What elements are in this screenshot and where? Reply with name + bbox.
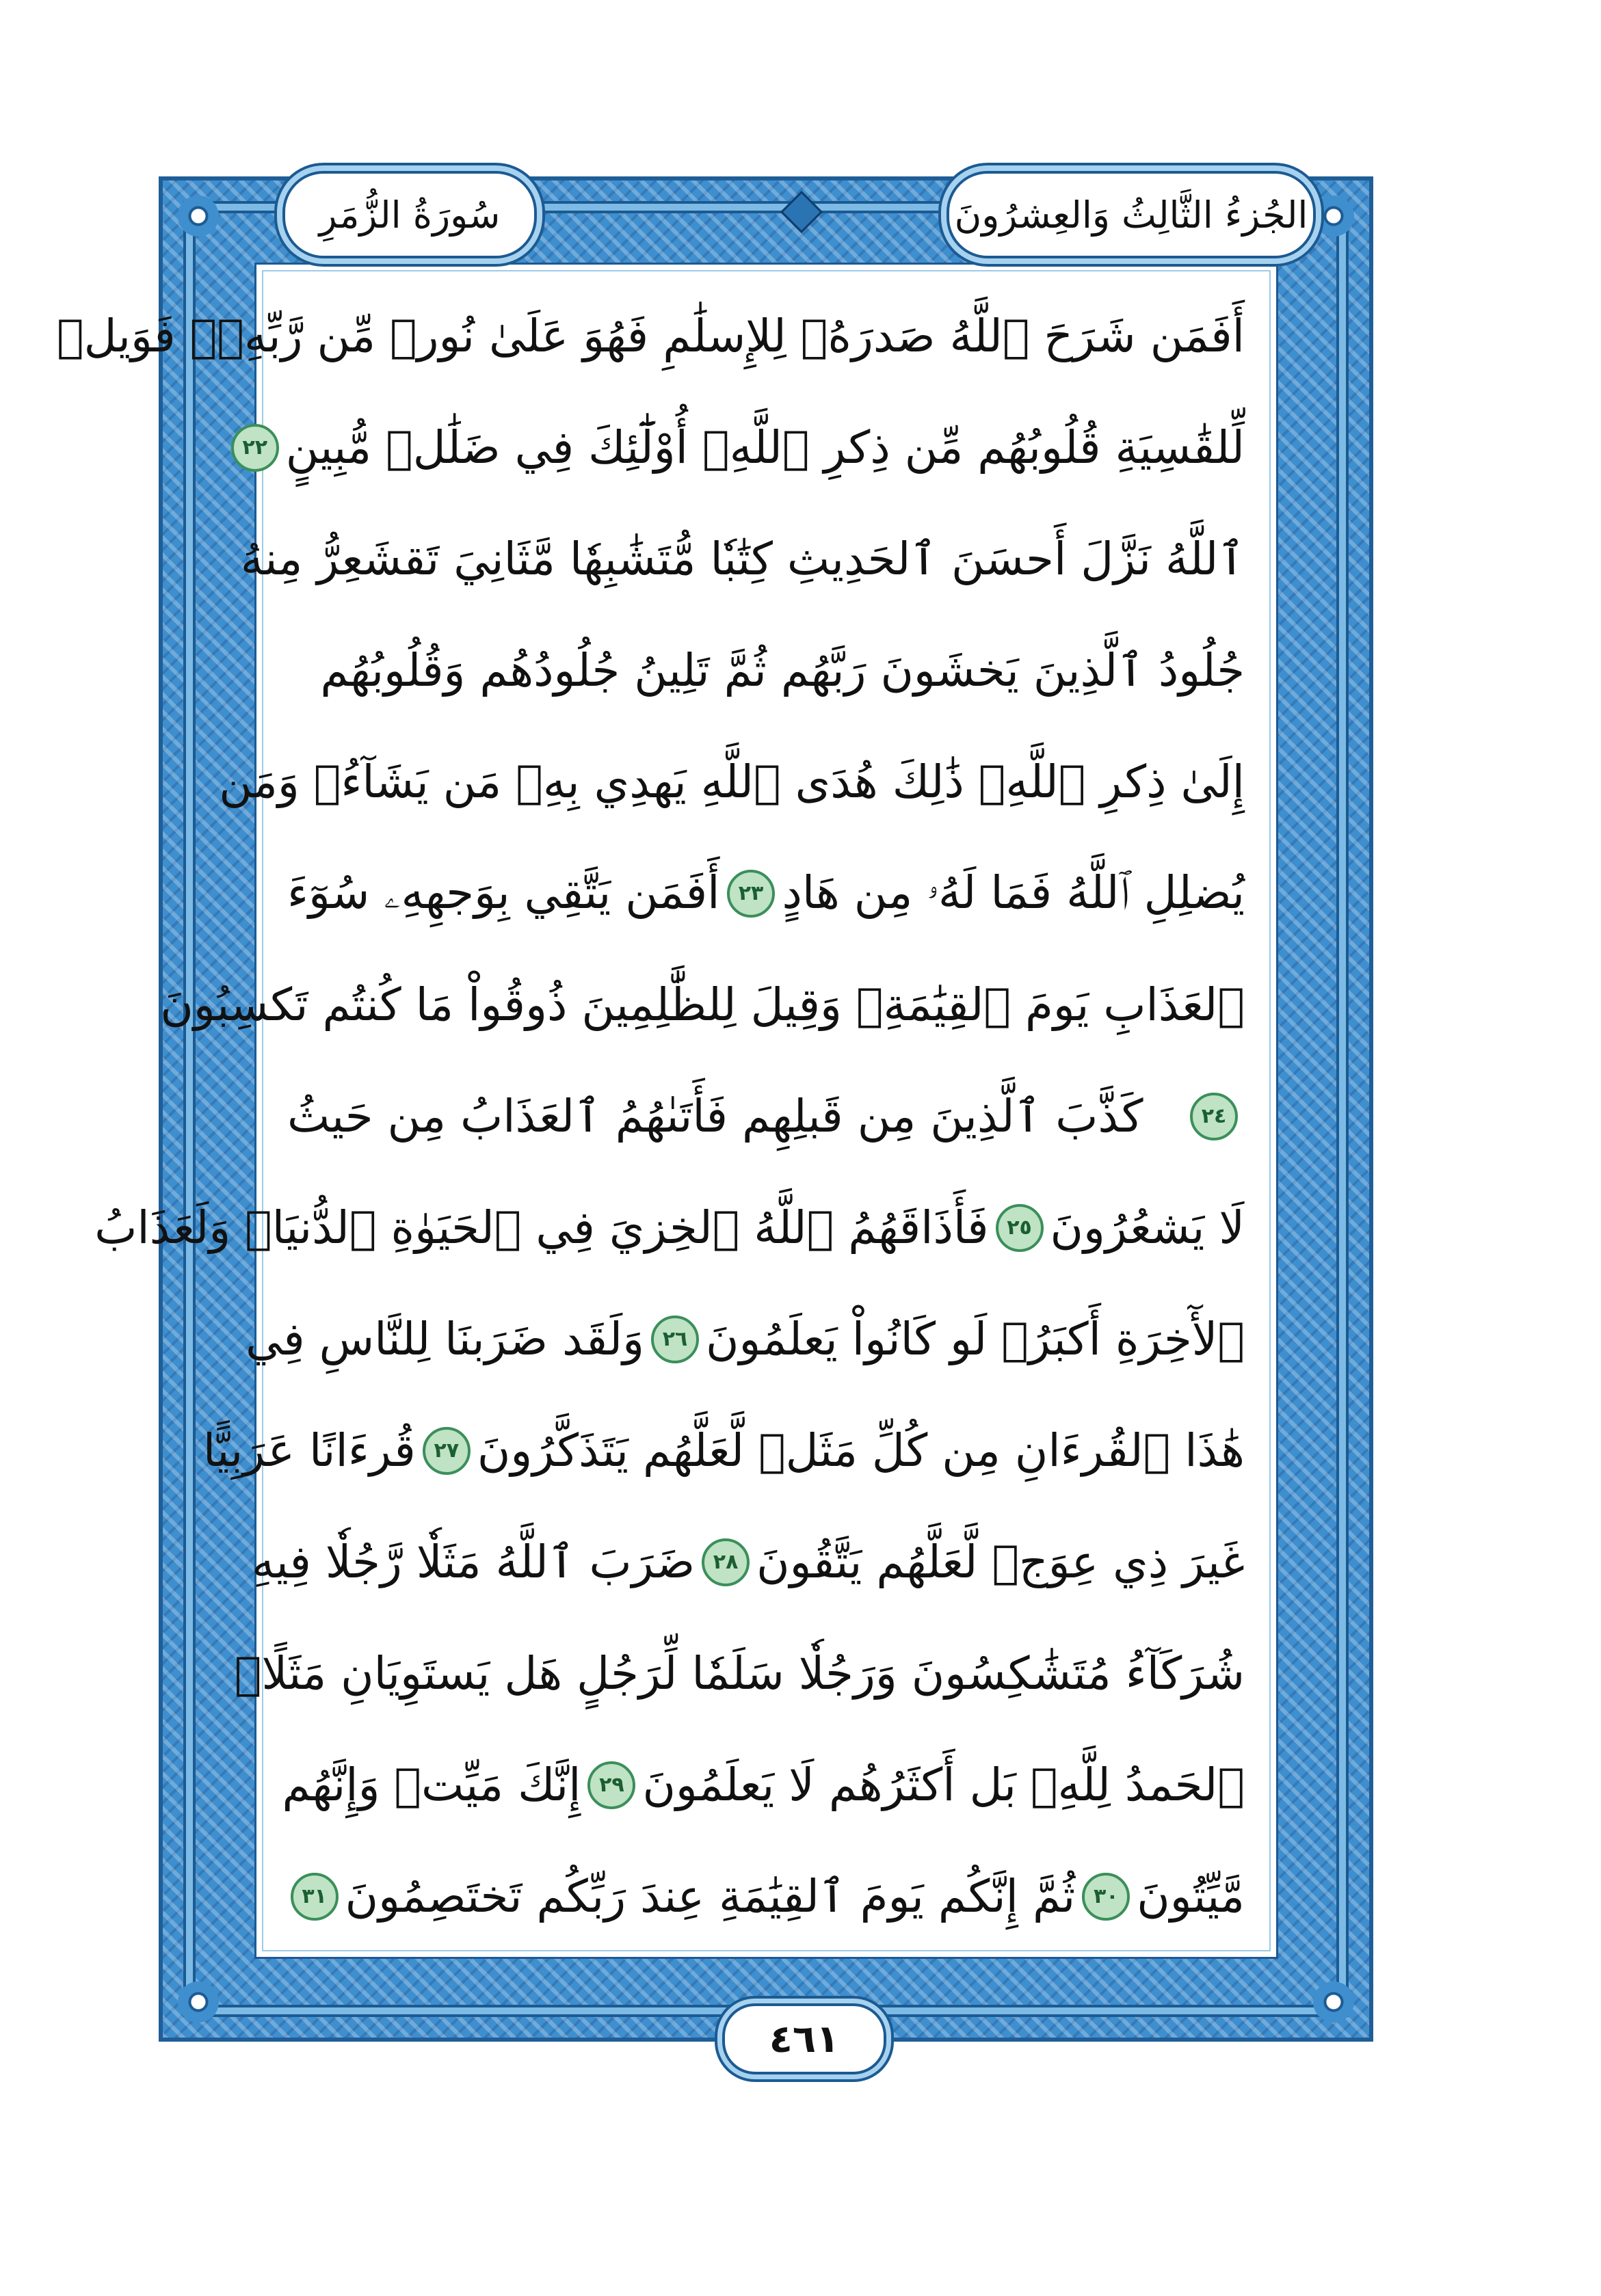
text-line <box>282 1729 1245 1841</box>
verse-text: وَلَقَد ضَرَبنَا لِلنَّاسِ فِي <box>246 1313 645 1365</box>
text-line <box>219 726 1245 838</box>
verse-text: جُلُودُ ٱلَّذِينَ يَخشَونَ رَبَّهُم ثُمَّ تَلِينُ جُلُودُهُم وَقُلُوبُهُم <box>320 644 1245 697</box>
ayah-number-marker: ٢٨ <box>702 1538 750 1586</box>
verse-text: ٱلعَذَابِ يَومَ ٱلقِيَٰمَةِۚ وَقِيلَ لِلظَّٰلِمِينَ ذُوقُواْ مَا كُنتُم تَكسِبُونَ <box>160 978 1245 1031</box>
text-line <box>240 503 1245 615</box>
verse-text: غَيرَ ذِي عِوَجٖ لَّعَلَّهُم يَتَّقُونَ <box>756 1536 1245 1588</box>
ayah-number-marker: ٢٤ <box>1190 1093 1238 1140</box>
ayah-number-marker: ٢٩ <box>587 1761 635 1809</box>
corner-ornament-top-right-icon <box>178 196 219 237</box>
verse-text: ٱلأٓخِرَةِ أَكبَرُۚ لَو كَانُواْ يَعلَمُونَ <box>706 1313 1245 1365</box>
text-line <box>57 280 1245 392</box>
text-line <box>234 1618 1245 1729</box>
ayah-number-marker: ٣١ <box>291 1873 339 1921</box>
verse-text: قُرءَانًا عَرَبِيًّا <box>202 1424 416 1477</box>
juz-cartouche <box>947 171 1316 258</box>
verse-text: أَفَمَن يَتَّقِي بِوَجهِهِۦ سُوٓءَ <box>287 866 720 919</box>
verse-text: ضَرَبَ ٱللَّهُ مَثَلٗا رَّجُلٗا فِيهِ <box>252 1536 696 1588</box>
verse-text: ٱلحَمدُ لِلَّهِۚ بَل أَكثَرُهُم لَا يَعلَمُونَ <box>642 1759 1245 1811</box>
quran-text-lines <box>57 280 1245 1952</box>
text-line <box>242 392 1245 503</box>
text-line <box>202 1395 1245 1506</box>
text-line <box>160 949 1245 1060</box>
text-line <box>246 1283 1245 1395</box>
verse-text: يُضلِلِ ٱللَّهُ فَمَا لَهُۥ مِن هَادٍ <box>782 866 1245 919</box>
ayah-number-marker: ٢٢ <box>231 424 279 472</box>
verse-text: إِلَىٰ ذِكرِ ٱللَّهِۚ ذَٰلِكَ هُدَى ٱللَّهِ يَهدِي بِهِۦ مَن يَشَآءُۚ وَمَن <box>219 756 1245 808</box>
ayah-number-marker: ٣٠ <box>1082 1873 1130 1921</box>
text-line <box>287 1060 1245 1172</box>
verse-text: كَذَّبَ ٱلَّذِينَ مِن قَبلِهِم فَأَتَىٰهُمُ ٱلعَذَابُ مِن حَيثُ <box>287 1090 1143 1143</box>
text-line <box>252 1506 1245 1618</box>
verse-text: ٱللَّهُ نَزَّلَ أَحسَنَ ٱلحَدِيثِ كِتَٰبٗا مُّتَشَٰبِهٗا مَّثَانِيَ تَقشَعِرُّ مِنهُ <box>240 533 1245 585</box>
surah-label: سُورَةُ الزُّمَرِ <box>319 193 501 237</box>
verse-text: فَأَذَاقَهُمُ ٱللَّهُ ٱلخِزيَ فِي ٱلحَيَوٰةِ ٱلدُّنيَاۖ وَلَعَذَابُ <box>94 1201 989 1254</box>
ayah-number-marker: ٢٦ <box>651 1316 699 1363</box>
surah-cartouche <box>282 171 537 258</box>
verse-text: إِنَّكَ مَيِّتٞ وَإِنَّهُم <box>282 1759 581 1811</box>
page-number-badge <box>722 2003 886 2074</box>
ayah-number-marker: ٢٥ <box>996 1204 1044 1252</box>
verse-text: شُرَكَآءُ مُتَشَٰكِسُونَ وَرَجُلٗا سَلَمٗا لِّرَجُلٍ هَل يَستَوِيَانِ مَثَلًاۚ <box>234 1647 1245 1700</box>
verse-text: ثُمَّ إِنَّكُم يَومَ ٱلقِيَٰمَةِ عِندَ رَبِّكُم تَختَصِمُونَ <box>345 1870 1076 1923</box>
verse-text: لِّلقَٰسِيَةِ قُلُوبُهُم مِّن ذِكرِ ٱللَّهِۚ أُوْلَٰٓئِكَ فِي ضَلَٰلٖ مُّبِينٍ <box>285 421 1245 474</box>
ayah-number-marker: ٢٧ <box>423 1427 471 1475</box>
ayah-number-marker: ٢٣ <box>727 870 775 918</box>
page-number: ٤٦١ <box>769 2016 840 2061</box>
text-line <box>287 838 1245 949</box>
juz-label: الجُزءُ الثَّالِثُ وَالعِشرُونَ <box>954 193 1308 237</box>
verse-text: هَٰذَا ٱلقُرءَانِ مِن كُلِّ مَثَلٖ لَّعَلَّهُم يَتَذَكَّرُونَ <box>477 1424 1245 1477</box>
corner-ornament-bottom-right-icon <box>178 1981 219 2023</box>
verse-text: مَّيِّتُونَ <box>1137 1870 1245 1923</box>
corner-ornament-top-left-icon <box>1313 196 1354 237</box>
text-line <box>94 1172 1245 1283</box>
text-line <box>287 1841 1245 1952</box>
text-line <box>287 615 1245 726</box>
corner-ornament-bottom-left-icon <box>1313 1981 1354 2023</box>
verse-text: أَفَمَن شَرَحَ ٱللَّهُ صَدرَهُۥ لِلإِسلَٰمِ فَهُوَ عَلَىٰ نُورٖ مِّن رَّبِّهِۦۚ فَوَيلٞ <box>57 310 1245 362</box>
verse-text: لَا يَشعُرُونَ <box>1050 1201 1245 1254</box>
